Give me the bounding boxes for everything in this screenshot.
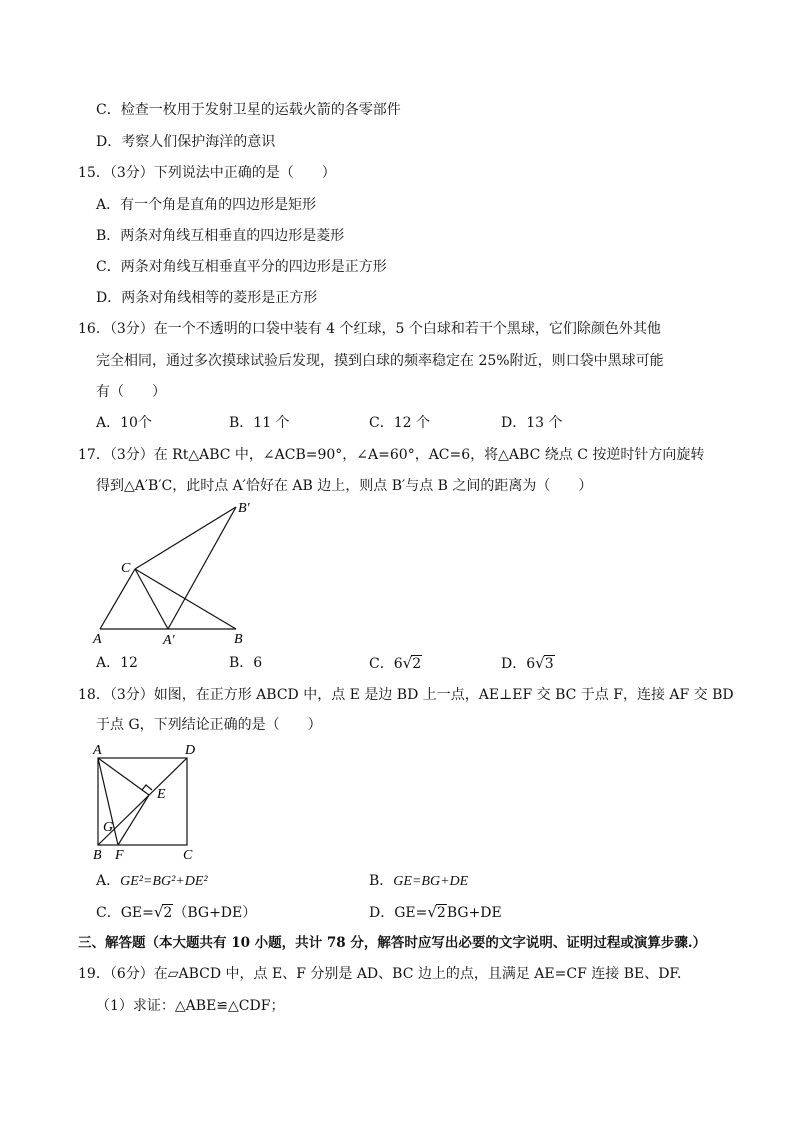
q18-option-d-radicand: 2 [436, 905, 446, 921]
q16-option-b: B．11 个 [229, 415, 290, 431]
q17-stem-line2: 得到△A′B′C，此时点 A′恰好在 AB 边上，则点 B′与点 B 之间的距离为（ ） [96, 478, 593, 494]
q17-option-d-prefix: D．6 [501, 656, 536, 672]
q16-option-c: C．12 个 [369, 415, 430, 431]
q18-option-c-suffix: （BG+DE） [173, 905, 257, 921]
q18-option-a [96, 872, 208, 891]
fig18-label-f: F [115, 848, 124, 863]
section-3-heading: 三、解答题（本大题共有 10 小题，共计 78 分，解答时应写出必要的文字说明、证明过程或演算步骤.） [78, 935, 707, 951]
sqrt-symbol: √2 [427, 903, 446, 921]
fig17-label-a: A [93, 632, 102, 647]
q17-option-a: A．12 [96, 655, 138, 671]
q19-stem: 19．（6分）在▱ABCD 中，点 E、F 分别是 AD、BC 边上的点，且满足 AE=CF 连接 BE、DF. [78, 966, 682, 982]
fig17-label-b-prime: B′ [238, 501, 250, 516]
q17-stem-line1: 17．（3分）在 Rt△ABC 中，∠ACB=90°，∠A=60°，AC=6，将△ABC 绕点 C 按逆时针方向旋转 [78, 447, 705, 463]
q14-option-d: D．考察人们保护海洋的意识 [96, 134, 276, 150]
q18-stem-line1: 18．（3分）如图，在正方形 ABCD 中，点 E 是边 BD 上一点，AE⊥EF 交 BC 于点 F，连接 AF 交 BD [78, 687, 734, 703]
q18-option-c-prefix: C．GE= [96, 905, 154, 921]
q18-option-c-radicand: 2 [163, 905, 173, 921]
fig18-label-g: G [103, 820, 114, 835]
fig17-label-a-prime: A′ [163, 633, 175, 648]
q16-option-a: A．10个 [96, 415, 152, 431]
q18-option-b [369, 872, 468, 891]
q18-option-c [96, 903, 256, 922]
q17-option-b: B．6 [229, 655, 263, 671]
q16-stem-line1: 16．（3分）在一个不透明的口袋中装有 4 个红球，5 个白球和若干个黑球，它们除颜色外其他 [78, 321, 661, 337]
q16-stem-line2: 完全相同，通过多次摸球试验后发现，摸到白球的频率稳定在 25%附近，则口袋中黑球可能 [96, 353, 664, 369]
q16-stem-line3: 有（ ） [96, 384, 166, 400]
q17-option-d-radicand: 3 [544, 656, 554, 672]
q14-option-c: C．检查一枚用于发射卫星的运载火箭的各零部件 [96, 102, 401, 118]
fig18-right-angle-mark [142, 785, 152, 790]
sqrt-symbol: √3 [535, 654, 554, 672]
q18-option-a-prefix: A． [96, 873, 121, 889]
sqrt-symbol: √2 [402, 654, 422, 672]
fig18-label-d: D [185, 743, 196, 758]
fig18-label-a: A [93, 743, 102, 758]
sqrt-symbol: √2 [153, 903, 173, 921]
q18-option-b-prefix: B． [369, 873, 394, 889]
q16-option-d: D．13 个 [501, 415, 563, 431]
fig17-label-b: B [234, 632, 243, 647]
q18-option-d [369, 903, 502, 922]
fig18-line-ef [118, 795, 149, 845]
q17-option-c-prefix: C．6 [369, 656, 403, 672]
q18-option-d-suffix: BG+DE [446, 905, 502, 921]
q15-option-a: A．有一个角是直角的四边形是矩形 [96, 197, 317, 213]
q15-option-c: C．两条对角线互相垂直平分的四边形是正方形 [96, 259, 387, 275]
q18-option-d-prefix: D．GE= [369, 905, 428, 921]
q17-option-c-radicand: 2 [412, 656, 422, 672]
q18-option-b-equation: GE=BG+DE [393, 874, 469, 889]
q18-stem-line2: 于点 G，下列结论正确的是（ ） [96, 717, 322, 733]
q19-part-1: （1）求证：△ABE≌△CDF； [96, 998, 285, 1014]
fig18-label-e: E [157, 787, 166, 802]
q15-option-b: B．两条对角线互相垂直的四边形是菱形 [96, 228, 345, 244]
q15-option-d: D．两条对角线相等的菱形是正方形 [96, 290, 318, 306]
q15-stem: 15．（3分）下列说法中正确的是（ ） [78, 165, 336, 181]
fig18-label-c: C [183, 848, 193, 863]
fig18-label-b: B [93, 848, 102, 863]
q18-option-a-equation: GE²=BG²+DE² [120, 874, 208, 889]
fig17-label-c: C [121, 561, 131, 576]
